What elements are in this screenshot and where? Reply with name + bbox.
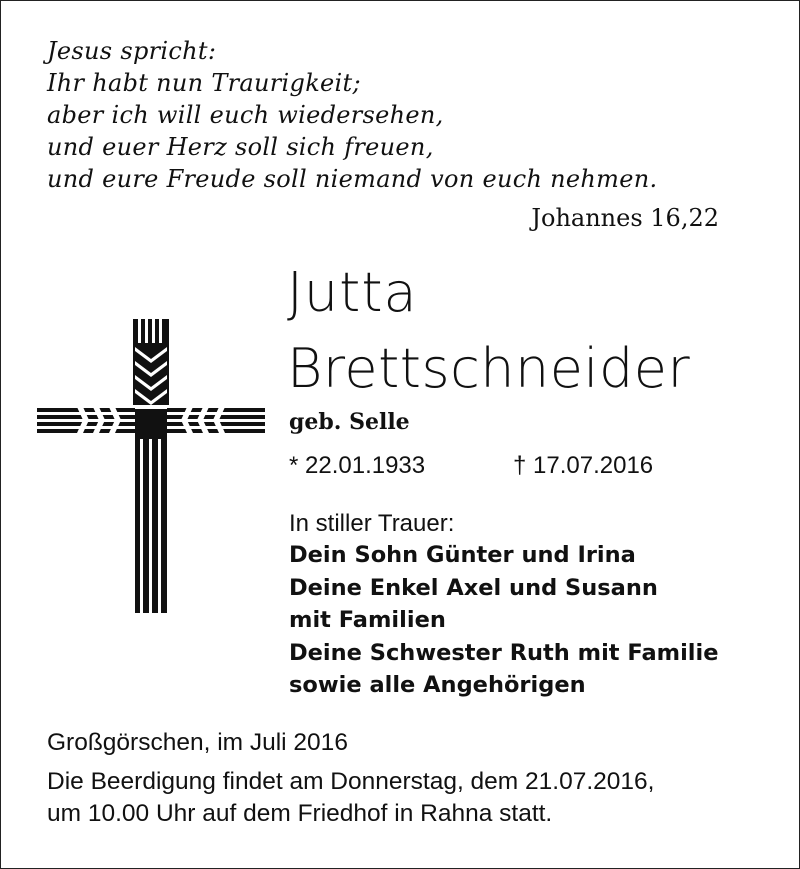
- verse-line: Ihr habt nun Traurigkeit;: [47, 69, 361, 97]
- funeral-line: um 10.00 Uhr auf dem Friedhof in Rahna statt.: [47, 800, 553, 827]
- maiden-name: geb. Selle: [289, 409, 410, 435]
- funeral-info: [47, 766, 767, 830]
- deceased-last-name: Brettschneider: [287, 337, 691, 400]
- death-date: † 17.07.2016: [513, 452, 654, 479]
- mourner-line: mit Familien: [289, 607, 446, 633]
- verse-line: Jesus spricht:: [47, 37, 217, 65]
- mourner-line: Deine Enkel Axel und Susann: [289, 574, 658, 601]
- verse-line: und eure Freude soll niemand von euch nehmen.: [47, 165, 658, 193]
- wheat-cross-icon: [37, 319, 265, 613]
- mourner-line: sowie alle Angehörigen: [289, 672, 586, 698]
- funeral-line: Die Beerdigung findet am Donnerstag, dem 21.07.2016,: [47, 768, 655, 795]
- place-date: Großgörschen, im Juli 2016: [47, 729, 348, 756]
- deceased-first-name: Jutta: [287, 261, 418, 324]
- mourner-line: Deine Schwester Ruth mit Familie: [289, 639, 719, 666]
- verse-line: und euer Herz soll sich freuen,: [47, 133, 434, 161]
- birth-date: * 22.01.1933: [289, 452, 426, 479]
- mourner-line: Dein Sohn Günter und Irina: [289, 542, 636, 568]
- verse-line: aber ich will euch wiedersehen,: [47, 101, 444, 129]
- mourners-list: [289, 539, 718, 702]
- bible-verse: [47, 35, 747, 195]
- verse-reference: Johannes 16,22: [531, 204, 719, 232]
- mourners-intro: In stiller Trauer:: [289, 510, 455, 537]
